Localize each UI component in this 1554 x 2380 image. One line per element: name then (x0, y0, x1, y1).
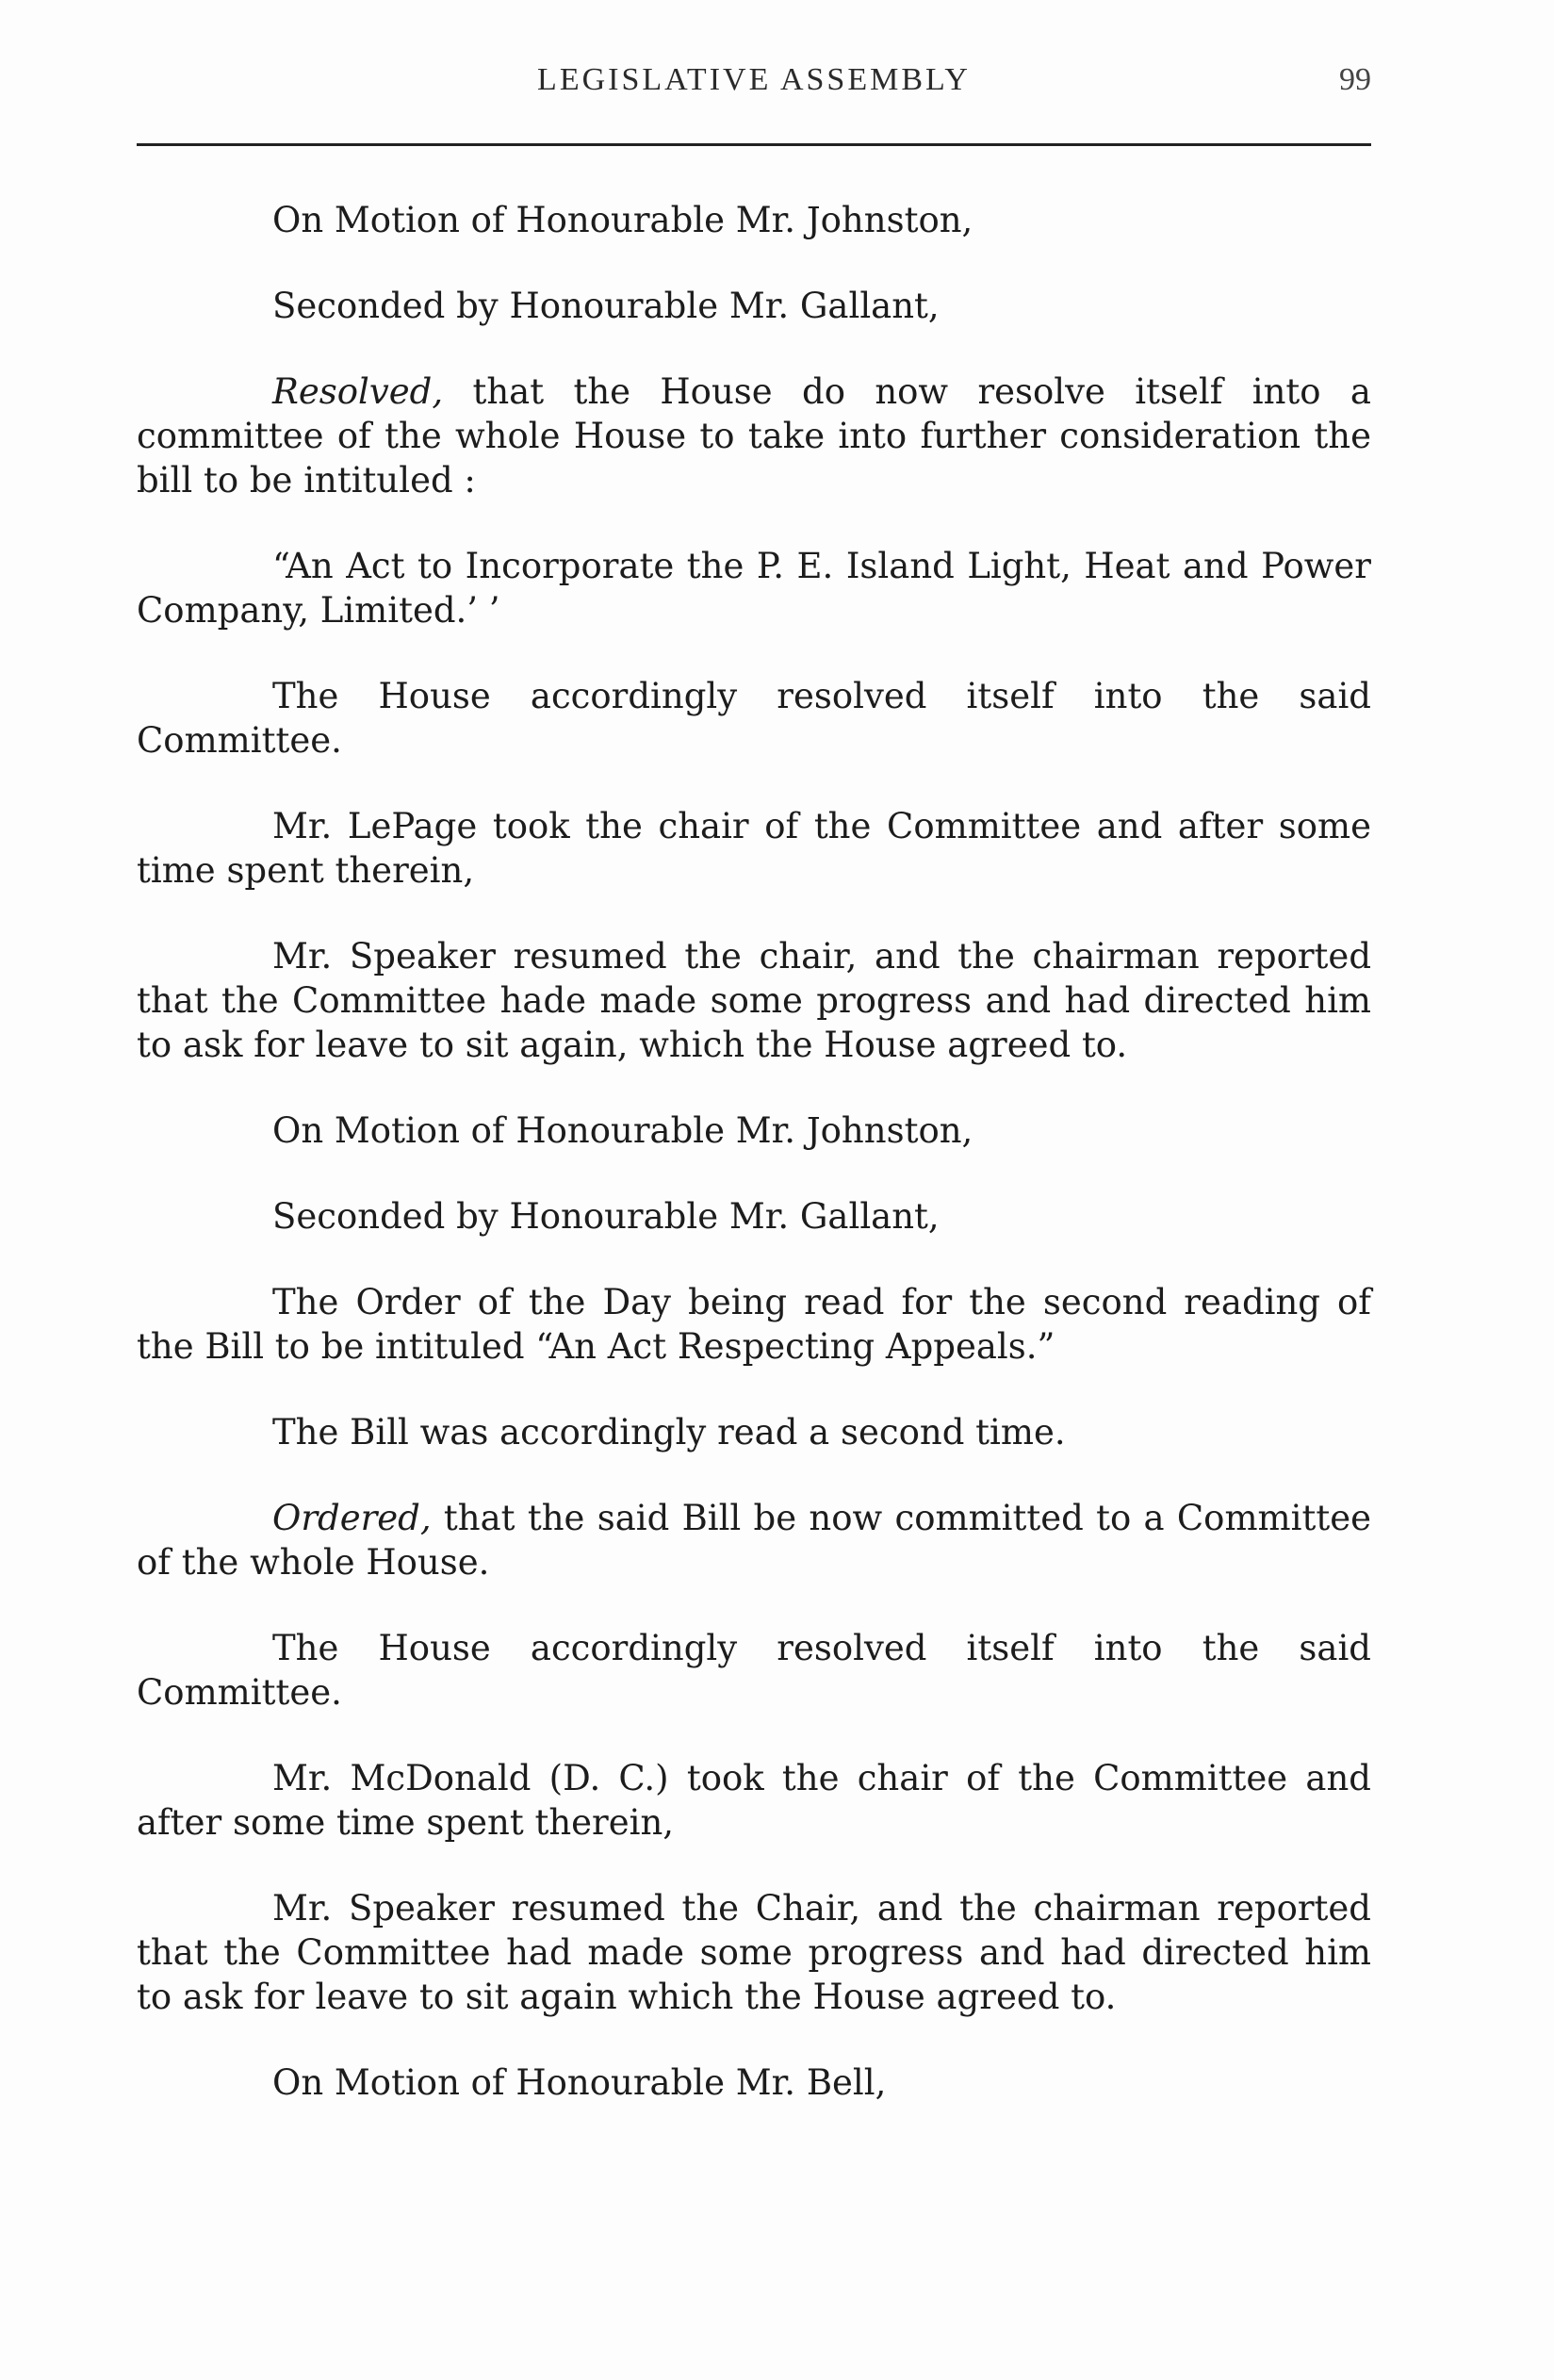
paragraph-text: Mr. McDonald (D. C.) took the chair of the Committee and after some time spent therein, (137, 1758, 1371, 1843)
paragraph-text: On Motion of Honourable Mr. Bell, (272, 2062, 887, 2103)
paragraph-lead: Resolved, (272, 371, 444, 412)
header-rule (137, 143, 1371, 146)
paragraph-second-reading (137, 1410, 1371, 1454)
paragraph-text: Mr. LePage took the chair of the Committee and after some time spent therein, (137, 806, 1371, 891)
running-head (137, 62, 1371, 119)
page-number: 99 (1339, 62, 1371, 97)
running-title: LEGISLATIVE ASSEMBLY (537, 62, 971, 97)
paragraph-text: Mr. Speaker resumed the Chair, and the chairman reported that the Committee had made some progress and had directed him to ask for leave to sit again which the House agreed to. (137, 1888, 1371, 2017)
paragraph-text: On Motion of Honourable Mr. Johnston, (272, 200, 973, 240)
paragraph-resolved (137, 369, 1371, 502)
paragraph-lead: Ordered, (272, 1498, 432, 1538)
paragraph-text: The Order of the Day being read for the second reading of the Bill to be intituled “An Act Respecting Appeals.” (137, 1282, 1371, 1367)
paragraph-seconded-2 (137, 1194, 1371, 1239)
paragraph-house-resolved-2 (137, 1626, 1371, 1715)
paragraph-text: Mr. Speaker resumed the chair, and the chairman reported that the Committee hade made some progress and had directed him to ask for leave to sit again, which the House agreed to. (137, 936, 1371, 1065)
paragraph-text: The House accordingly resolved itself into the said Committee. (137, 676, 1371, 761)
paragraph-text: Seconded by Honourable Mr. Gallant, (272, 1196, 940, 1237)
paragraph-speaker-resumed-2 (137, 1886, 1371, 2019)
paragraph-text: Seconded by Honourable Mr. Gallant, (272, 286, 940, 326)
paragraph-text: The House accordingly resolved itself into the said Committee. (137, 1628, 1371, 1713)
paragraph-house-resolved-1 (137, 674, 1371, 763)
paragraph-act-title (137, 544, 1371, 632)
paragraph-text: “An Act to Incorporate the P. E. Island Light, Heat and Power Company, Limited.’ ’ (137, 546, 1371, 631)
paragraph-motion-1 (137, 198, 1371, 242)
paragraph-seconded-1 (137, 284, 1371, 328)
paragraph-ordered (137, 1496, 1371, 1584)
paragraph-mcdonald-chair (137, 1756, 1371, 1845)
body-text (137, 198, 1371, 2105)
paragraph-lepage-chair (137, 804, 1371, 893)
paragraph-text: On Motion of Honourable Mr. Johnston, (272, 1110, 973, 1151)
paragraph-motion-2 (137, 1108, 1371, 1153)
paragraph-text: The Bill was accordingly read a second time. (272, 1412, 1066, 1453)
paragraph-motion-3 (137, 2060, 1371, 2105)
paragraph-order-of-day (137, 1280, 1371, 1369)
paragraph-text: that the said Bill be now committed to a Committee of the whole House. (137, 1498, 1371, 1583)
paragraph-text: that the House do now resolve itself into a committee of the whole House to take into further consideration the bill to be intituled : (137, 371, 1371, 501)
paragraph-speaker-resumed-1 (137, 934, 1371, 1067)
